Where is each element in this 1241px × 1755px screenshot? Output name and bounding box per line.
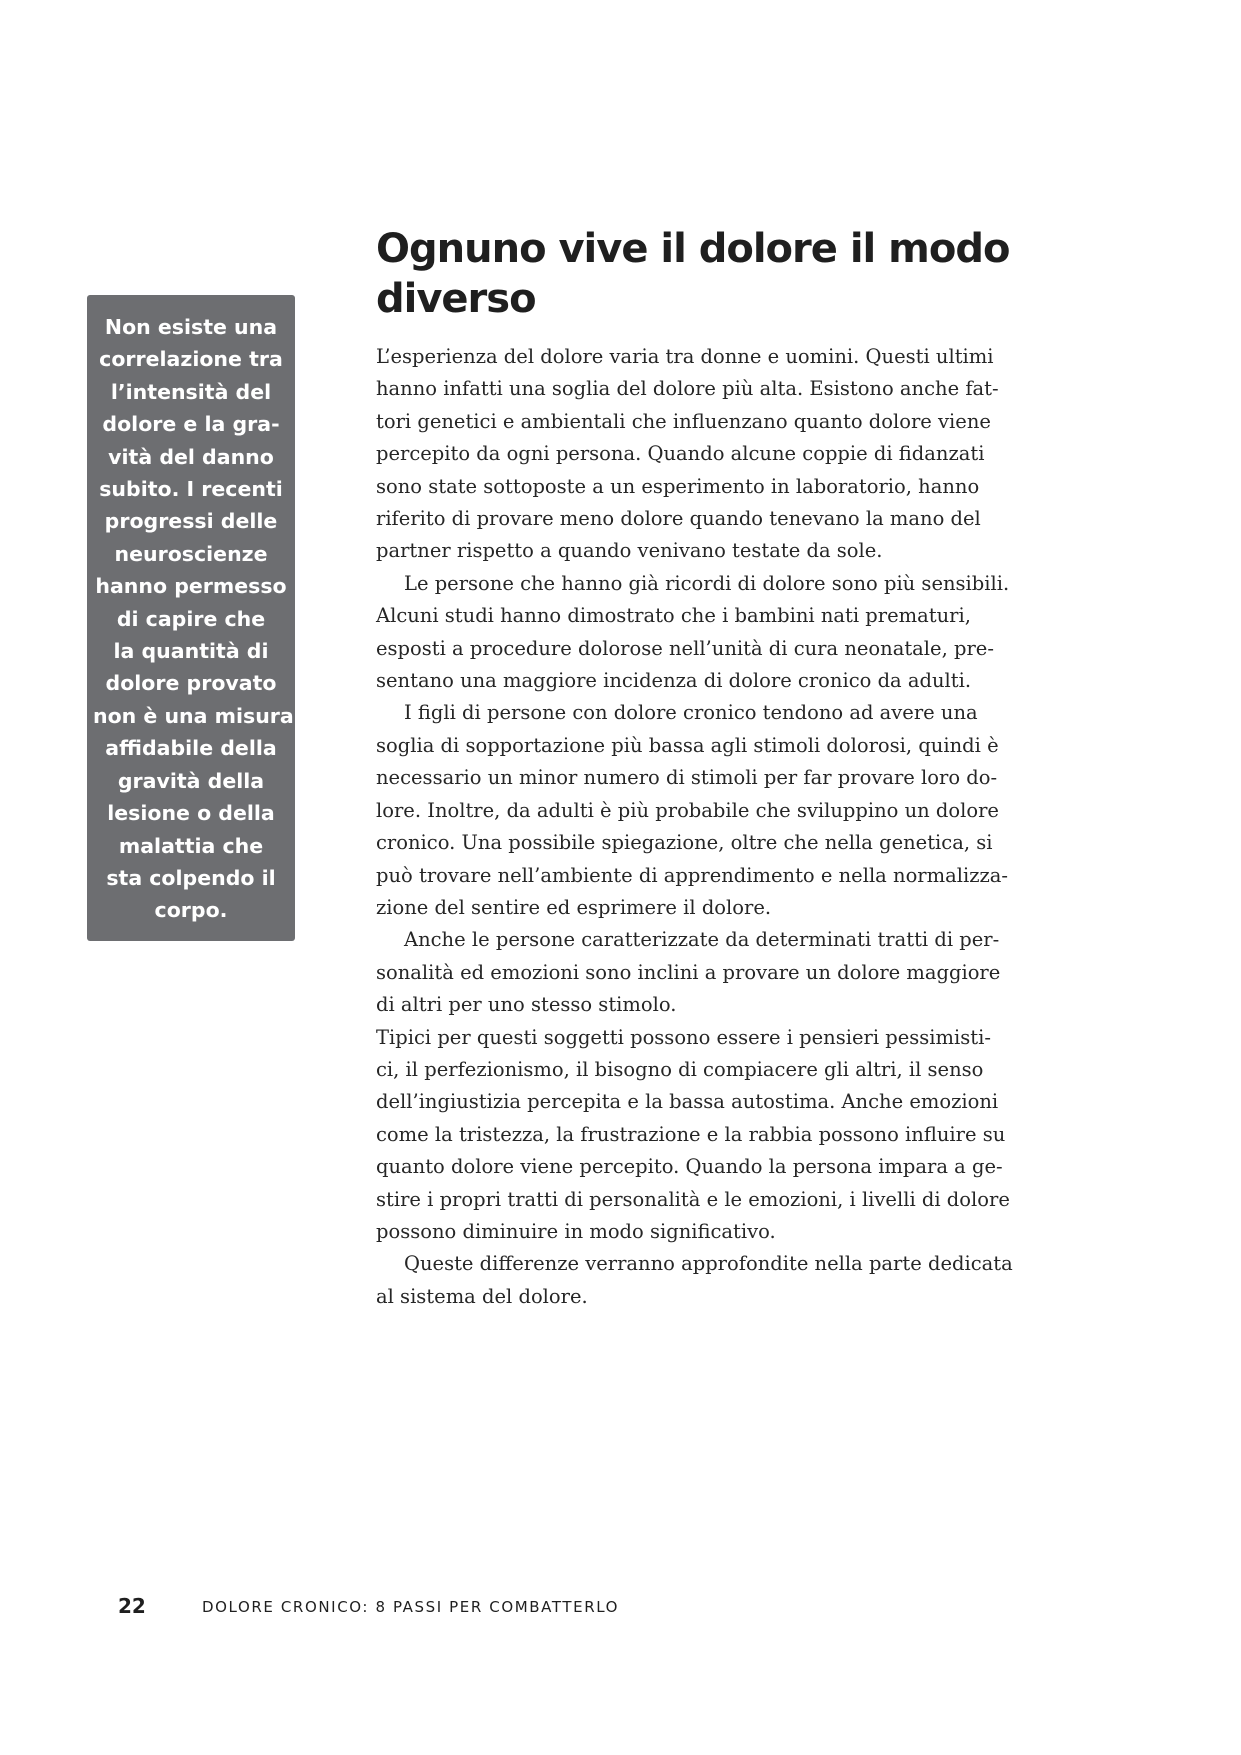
body-line: esposti a procedure dolorose nell’unità di cura neonatale, pre- <box>376 636 994 660</box>
body-line: zione del sentire ed esprimere il dolore. <box>376 895 772 919</box>
body-line: sentano una maggiore incidenza di dolore cronico da adulti. <box>376 669 972 693</box>
sidebar-line: gravità della <box>117 768 265 793</box>
sidebar-line: sta colpendo il <box>106 865 276 890</box>
body-line: Le persone che hanno già ricordi di dolore sono più sensibili. <box>404 571 1010 595</box>
body-text <box>376 341 1056 1313</box>
body-line: tori genetici e ambientali che influenzano quanto dolore viene <box>376 409 991 433</box>
sidebar-line: dolore provato <box>105 671 277 696</box>
body-line: hanno infatti una soglia del dolore più alta. Esistono anche fat- <box>376 377 999 401</box>
body-line: I figli di persone con dolore cronico tendono ad avere una <box>404 701 978 725</box>
body-line: al sistema del dolore. <box>376 1284 588 1308</box>
page-number: 22 <box>118 1594 146 1618</box>
sidebar-line: malattia che <box>118 833 264 858</box>
sidebar-line: affidabile della <box>105 736 277 761</box>
sidebar-line: la quantità di <box>113 639 269 664</box>
running-footer-title: DOLORE CRONICO: 8 PASSI PER COMBATTERLO <box>202 1598 620 1616</box>
sidebar-line: dolore e la gra- <box>102 412 280 437</box>
sidebar-line: hanno permesso <box>95 574 287 599</box>
body-line: possono diminuire in modo significativo. <box>376 1219 776 1243</box>
body-line: può trovare nell’ambiente di apprendimento e nella normalizza- <box>376 863 1008 887</box>
body-line: sonalità ed emozioni sono inclini a provare un dolore maggiore <box>376 960 1001 984</box>
body-line: dell’ingiustizia percepita e la bassa autostima. Anche emozioni <box>376 1090 999 1114</box>
body-line: sono state sottoposte a un esperimento in laboratorio, hanno <box>376 474 980 498</box>
body-line: stire i propri tratti di personalità e le emozioni, i livelli di dolore <box>376 1187 1010 1211</box>
heading-line: diverso <box>376 276 536 322</box>
section-heading <box>376 224 1009 324</box>
sidebar-line: Non esiste una <box>104 315 278 339</box>
body-line: Queste differenze verranno approfondite nella parte dedicata <box>404 1252 1013 1276</box>
body-line: Alcuni studi hanno dimostrato che i bambini nati prematuri, <box>376 604 971 628</box>
sidebar-line: l’intensità del <box>110 379 272 404</box>
sidebar-line: corpo. <box>154 898 228 923</box>
body-line: quanto dolore viene percepito. Quando la persona impara a ge- <box>376 1155 1003 1179</box>
body-line: partner rispetto a quando venivano testate da sole. <box>376 539 883 563</box>
sidebar-line: subito. I recenti <box>99 477 283 502</box>
body-line: Tipici per questi soggetti possono essere i pensieri pessimisti- <box>376 1025 991 1049</box>
body-line: Anche le persone caratterizzate da determinati tratti di per- <box>404 928 1000 952</box>
body-line: ci, il perfezionismo, il bisogno di compiacere gli altri, il senso <box>376 1057 984 1081</box>
body-line: cronico. Una possibile spiegazione, oltre che nella genetica, si <box>376 831 993 855</box>
body-line: come la tristezza, la frustrazione e la rabbia possono influire su <box>376 1122 1006 1146</box>
body-line: riferito di provare meno dolore quando tenevano la mano del <box>376 507 981 531</box>
body-line: L’esperienza del dolore varia tra donne e uomini. Questi ultimi <box>376 345 994 368</box>
body-line: soglia di sopportazione più bassa agli stimoli dolorosi, quindi è <box>376 733 999 757</box>
sidebar-line: di capire che <box>116 606 266 631</box>
heading-line: Ognuno vive il dolore il modo <box>376 226 1010 272</box>
body-line: lore. Inoltre, da adulti è più probabile che sviluppino un dolore <box>376 798 999 822</box>
sidebar-line: non è una misura <box>93 703 294 728</box>
sidebar-callout-box <box>87 295 295 941</box>
body-line: necessario un minor numero di stimoli per far provare loro do- <box>376 766 998 790</box>
body-line: di altri per uno stesso stimolo. <box>376 993 677 1017</box>
sidebar-line: lesione o della <box>107 801 275 826</box>
sidebar-line: vità del danno <box>108 444 274 469</box>
sidebar-line: correlazione tra <box>99 347 283 372</box>
body-line: percepito da ogni persona. Quando alcune coppie di fidanzati <box>376 442 985 466</box>
sidebar-line: neuroscienze <box>114 541 268 566</box>
sidebar-line: progressi delle <box>104 509 278 534</box>
